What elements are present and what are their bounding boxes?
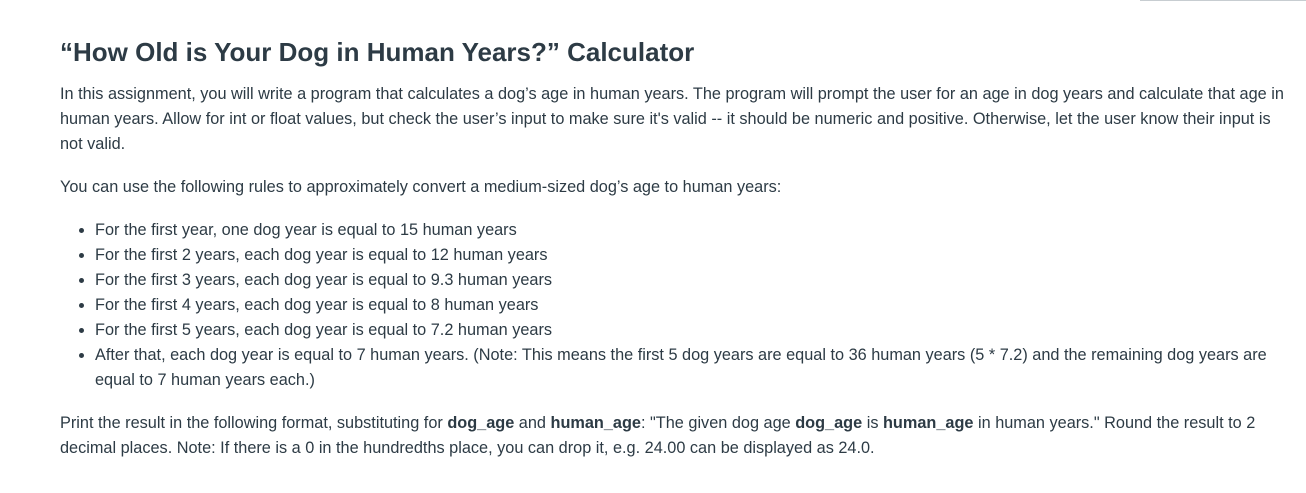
top-divider [1140, 0, 1306, 1]
human-age-term: human_age [550, 414, 641, 432]
rule-item: • For the first 3 years, each dog year is equal to 9.3 human years [95, 268, 1290, 293]
rule-item: • After that, each dog year is equal to 7 human years. (Note: This means the first 5 dog years are equal to 36 human years (5 * 7.2) and the remaining dog years are equal to 7 human years each.) [95, 343, 1290, 393]
rule-item: • For the first 4 years, each dog year is equal to 8 human years [95, 293, 1290, 318]
output-text: : "The given dog age [640, 414, 796, 432]
output-text: is [862, 414, 883, 432]
output-text: in human years." Round the result to 2 decimal places. Note: If there is a 0 in the hundredths place, you can drop it, e.g. 24.00 can be displayed as 24.0. [60, 414, 1256, 457]
output-format-paragraph [60, 411, 1290, 461]
rule-item: • For the first year, one dog year is equal to 15 human years [95, 218, 1290, 243]
rules-list [60, 218, 1290, 393]
dog-age-term: dog_age [795, 414, 863, 432]
rule-item: • For the first 5 years, each dog year is equal to 7.2 human years [95, 318, 1290, 343]
assignment-content [60, 34, 1290, 479]
rules-intro-paragraph: You can use the following rules to approximately convert a medium-sized dog’s age to human years: [60, 178, 782, 196]
rule-item: • For the first 2 years, each dog year is equal to 12 human years [95, 243, 1290, 268]
intro-paragraph: In this assignment, you will write a program that calculates a dog’s age in human years. The program will prompt the user for an age in dog years and calculate that age in human years. Allow for int or float values, but check the user’s input to make sure it's valid -- it should be numeric and positive. Otherwise, let the user know their input is not valid. [60, 85, 1284, 153]
page-title: “How Old is Your Dog in Human Years?” Calculator [60, 37, 695, 67]
human-age-term: human_age [882, 414, 974, 432]
output-text: and [514, 414, 551, 432]
dog-age-term: dog_age [447, 414, 515, 432]
output-text: Print the result in the following format, substituting for [60, 414, 448, 432]
